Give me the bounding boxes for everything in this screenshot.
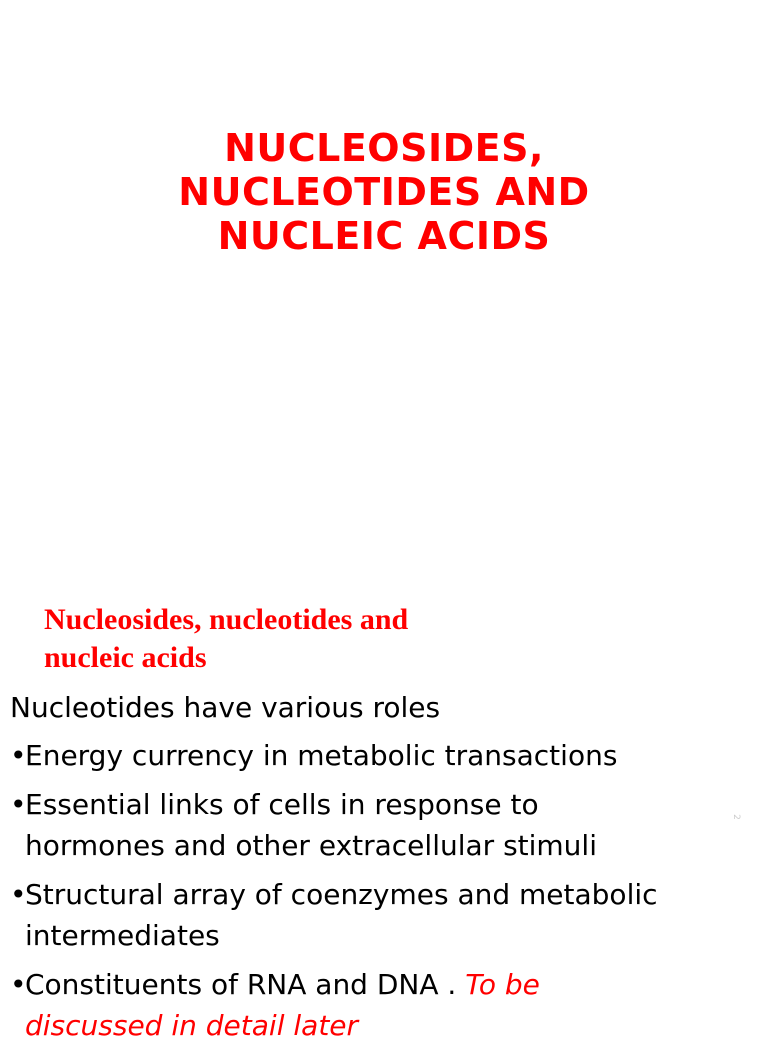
slide-title [0,126,768,258]
body-content [10,686,760,1054]
title-line: NUCLEIC ACIDS [217,214,551,258]
list-item-text: Structural array of coenzymes and metabolic [25,878,658,911]
list-item-line [25,964,760,1005]
title-line: NUCLEOTIDES AND [178,170,590,214]
bullet-icon: • [10,968,27,1001]
list-item [10,874,760,956]
section-heading-line: nucleic acids [44,641,207,674]
list-item [10,964,760,1046]
list-item [10,784,760,866]
page-number: 2 [730,814,741,820]
list-item-text: Energy currency in metabolic transactions [25,739,618,772]
emphasis-note: discussed in detail later [25,1009,359,1042]
list-item-text: Essential links of cells in response to [25,788,539,821]
list-item-text: Constituents of RNA and DNA . [25,968,466,1001]
section-heading [44,601,408,677]
intro-text: Nucleotides have various roles [10,691,441,724]
bullet-icon: • [10,739,27,772]
list-item-text: intermediates [25,919,220,952]
section-heading-line: Nucleosides, nucleotides and [44,603,409,636]
bullet-icon: • [10,788,27,821]
list-item-text: hormones and other extracellular stimuli [25,829,597,862]
list-item [10,735,760,776]
roles-bullet-list [10,735,760,1046]
bullet-icon: • [10,878,27,911]
emphasis-note: To be [465,968,540,1001]
title-line: NUCLEOSIDES, [224,126,544,170]
